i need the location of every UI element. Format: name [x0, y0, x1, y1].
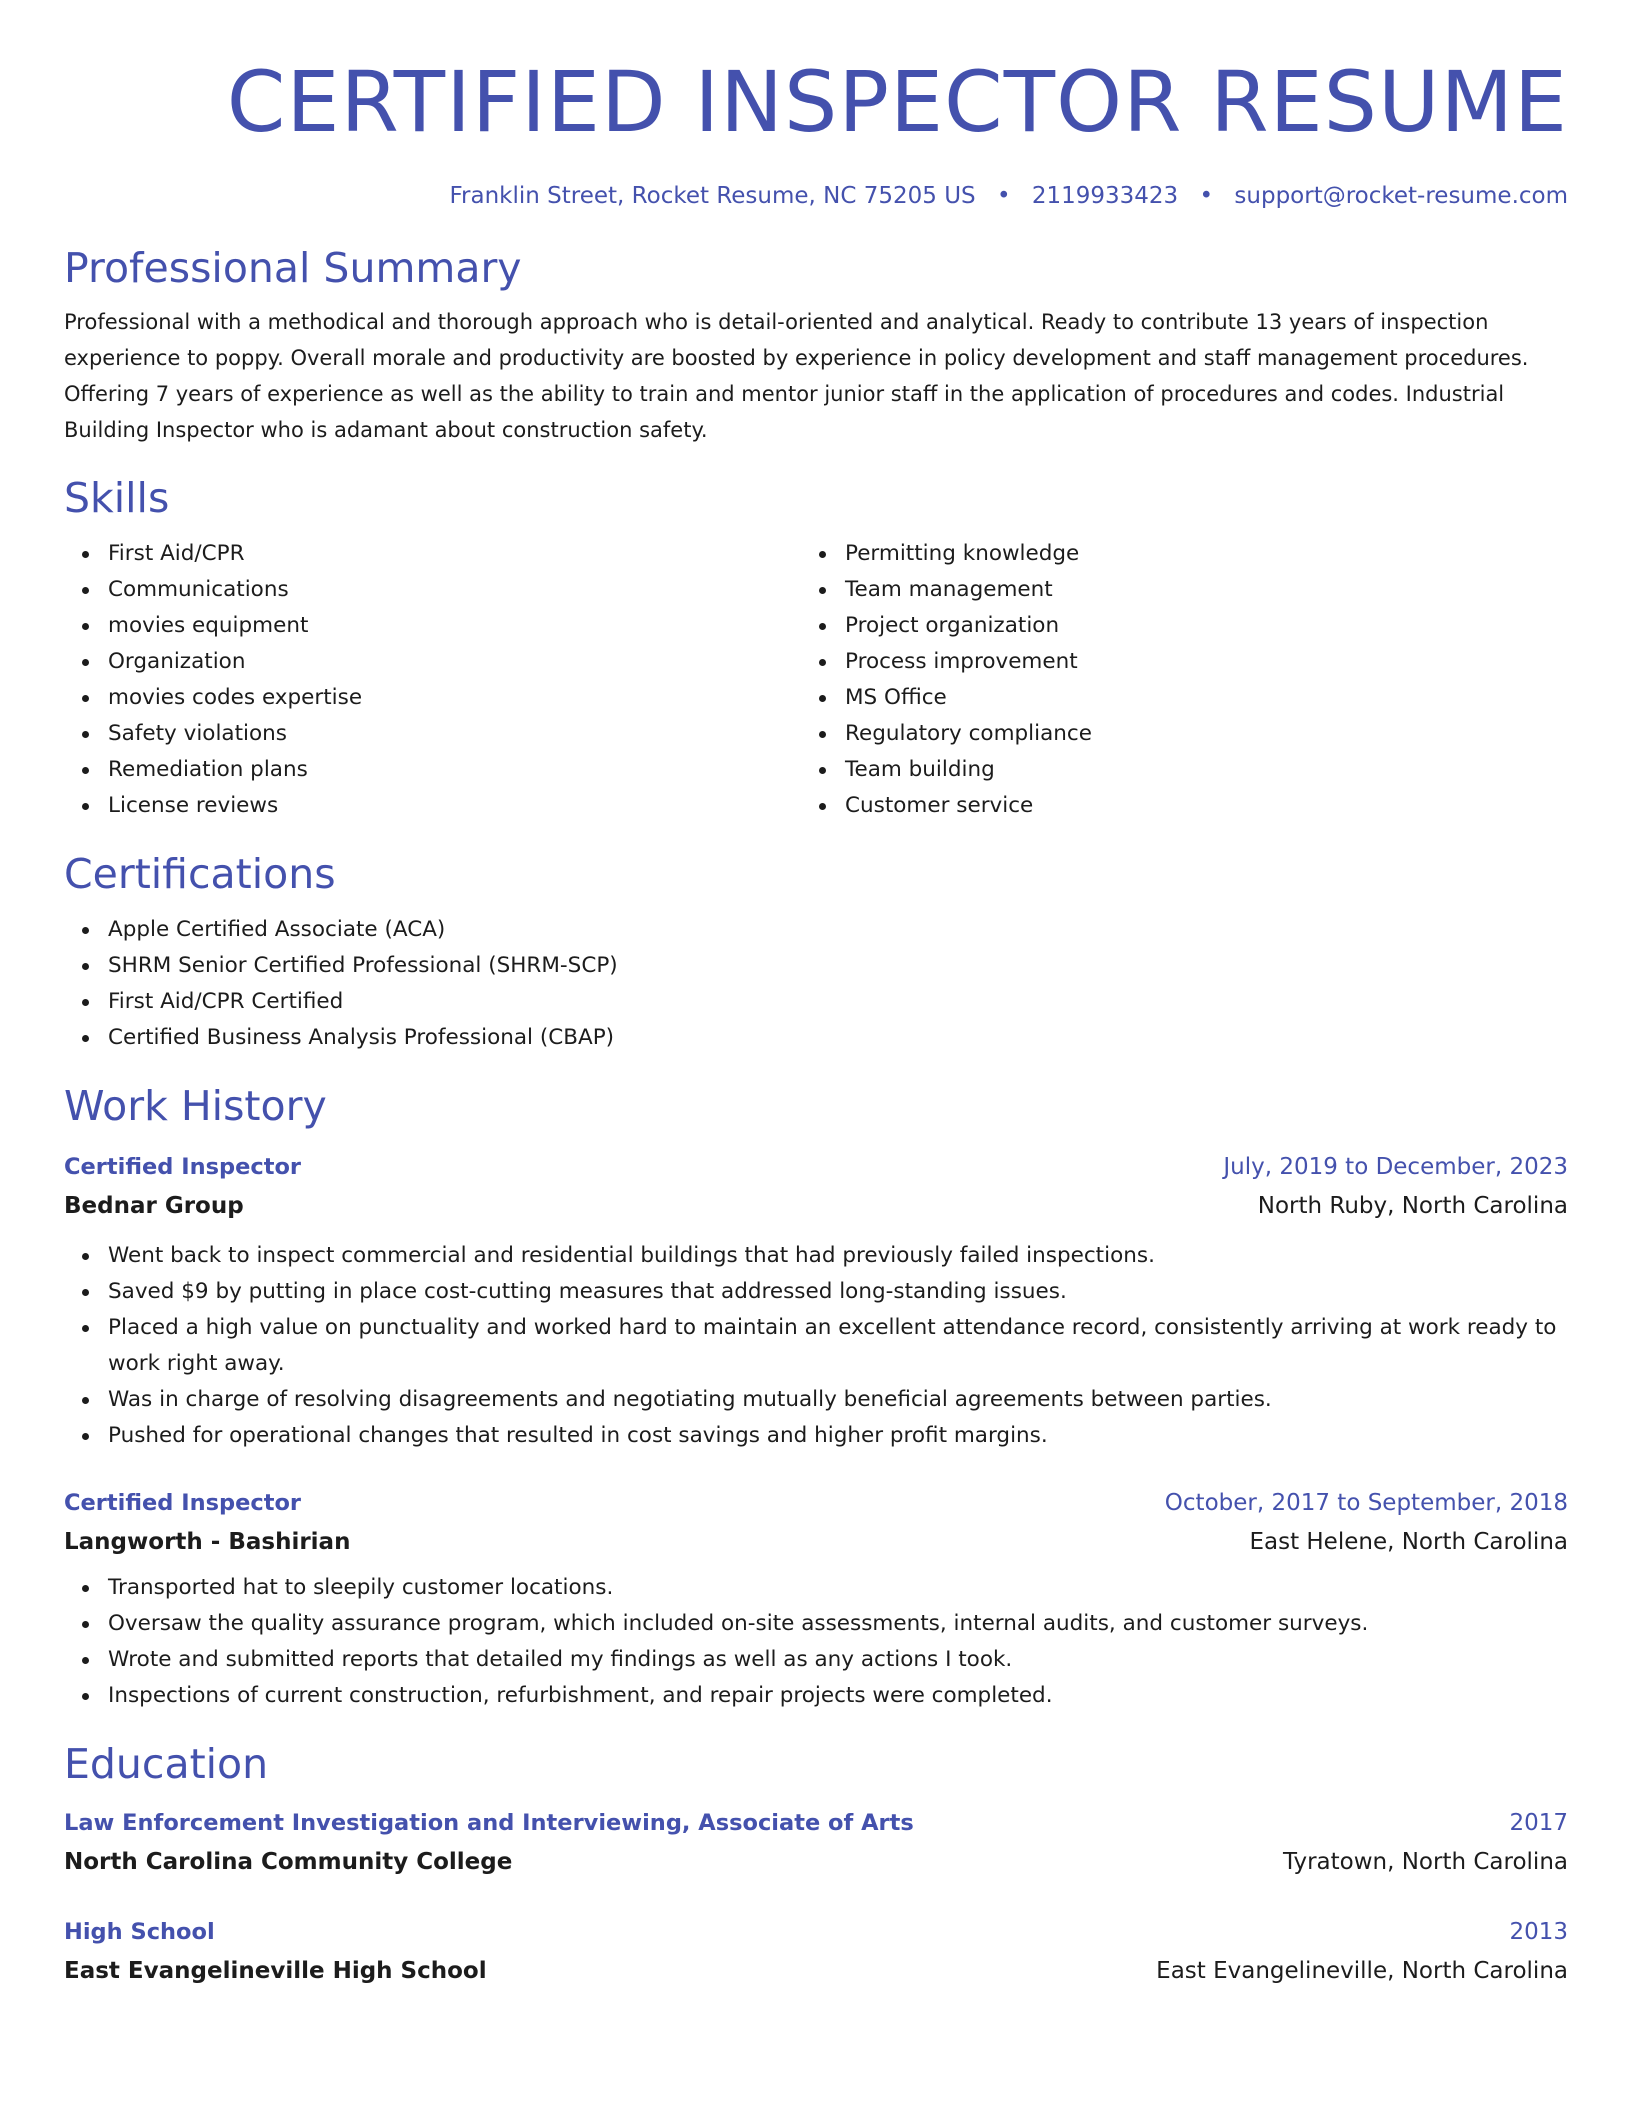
contact-separator: • — [1199, 183, 1214, 209]
job-bullet: Pushed for operational changes that resulted in cost savings and higher profit margins. — [64, 1418, 1568, 1454]
job-bullets — [64, 1570, 1568, 1714]
certification-item: SHRM Senior Certified Professional (SHRM-SCP) — [64, 948, 1568, 984]
education-year: 2013 — [1509, 1919, 1568, 1945]
job-bullet: Was in charge of resolving disagreements and negotiating mutually beneficial agreements between parties. — [64, 1382, 1568, 1418]
contact-phone: 2119933423 — [1031, 183, 1179, 209]
job-location: North Ruby, North Carolina — [1257, 1193, 1568, 1219]
contact-line — [64, 180, 1568, 212]
education-degree-row — [64, 1913, 1568, 1951]
job-entry — [64, 1148, 1568, 1454]
job-bullet: Oversaw the quality assurance program, which included on-site assessments, internal audits, and customer surveys. — [64, 1606, 1568, 1642]
job-bullet: Went back to inspect commercial and residential buildings that had previously failed inspections. — [64, 1238, 1568, 1274]
contact-separator: • — [996, 183, 1011, 209]
job-title-row — [64, 1148, 1568, 1186]
certification-item: Certified Business Analysis Professional (CBAP) — [64, 1020, 1568, 1056]
skills-heading: Skills — [64, 474, 170, 522]
education-school: North Carolina Community College — [64, 1849, 513, 1875]
job-company: Langworth - Bashirian — [64, 1529, 351, 1555]
summary-text: Professional with a methodical and thorough approach who is detail-oriented and analytical. Ready to contribute 13 years of inspection experience to poppy. Overall morale and productivity are boosted by experience in policy development and staff management procedures. Offering 7 years of experience as well as the ability to train and mentor junior staff in the application of procedures and codes. Industrial Building Inspector who is adamant about construction safety. — [64, 310, 1529, 442]
education-year: 2017 — [1509, 1810, 1568, 1836]
skill-item: License reviews — [64, 788, 801, 824]
skills-list-left — [64, 536, 801, 824]
education-degree: High School — [64, 1919, 215, 1945]
skill-item: Customer service — [801, 788, 1538, 824]
education-entry — [64, 1804, 1568, 1882]
skill-item: Process improvement — [801, 644, 1538, 680]
job-entry — [64, 1484, 1568, 1714]
skill-item: movies equipment — [64, 608, 801, 644]
job-title: Certified Inspector — [64, 1490, 302, 1516]
job-bullet: Inspections of current construction, refurbishment, and repair projects were completed. — [64, 1678, 1568, 1714]
skills-list-right — [801, 536, 1538, 824]
job-bullet: Placed a high value on punctuality and worked hard to maintain an excellent attendance record, consistently arriving at work ready to work right away. — [64, 1310, 1568, 1382]
job-company-row — [64, 1522, 1568, 1562]
education-school-row — [64, 1842, 1568, 1882]
skill-item: Permitting knowledge — [801, 536, 1538, 572]
education-heading: Education — [64, 1740, 269, 1788]
job-bullet: Transported hat to sleepily customer locations. — [64, 1570, 1568, 1606]
skill-item: movies codes expertise — [64, 680, 801, 716]
education-degree: Law Enforcement Investigation and Interviewing, Associate of Arts — [64, 1810, 914, 1836]
skill-item: MS Office — [801, 680, 1538, 716]
resume-title: CERTIFIED INSPECTOR RESUME — [226, 53, 1568, 151]
job-dates: October, 2017 to September, 2018 — [1164, 1490, 1568, 1516]
job-bullet: Saved $9 by putting in place cost-cutting measures that addressed long-standing issues. — [64, 1274, 1568, 1310]
skill-item: Remediation plans — [64, 752, 801, 788]
skill-item: Communications — [64, 572, 801, 608]
job-dates: July, 2019 to December, 2023 — [1223, 1154, 1568, 1180]
job-bullets — [64, 1238, 1568, 1454]
skill-item: Project organization — [801, 608, 1538, 644]
contact-address: Franklin Street, Rocket Resume, NC 75205 US — [449, 183, 976, 209]
skill-item: Regulatory compliance — [801, 716, 1538, 752]
job-title-row — [64, 1484, 1568, 1522]
skills-grid — [64, 536, 1568, 824]
certification-item: First Aid/CPR Certified — [64, 984, 1568, 1020]
education-location: Tyratown, North Carolina — [1283, 1849, 1568, 1875]
job-company-row — [64, 1186, 1568, 1226]
skill-item: Team building — [801, 752, 1538, 788]
education-school: East Evangelineville High School — [64, 1958, 487, 1984]
job-company: Bednar Group — [64, 1193, 244, 1219]
certification-item: Apple Certified Associate (ACA) — [64, 912, 1568, 948]
work-history-heading: Work History — [64, 1082, 327, 1130]
skill-item: Organization — [64, 644, 801, 680]
skill-item: Safety violations — [64, 716, 801, 752]
job-bullet: Wrote and submitted reports that detailed my findings as well as any actions I took. — [64, 1642, 1568, 1678]
education-school-row — [64, 1951, 1568, 1991]
job-title: Certified Inspector — [64, 1154, 302, 1180]
education-degree-row — [64, 1804, 1568, 1842]
skill-item: First Aid/CPR — [64, 536, 801, 572]
job-location: East Helene, North Carolina — [1249, 1529, 1568, 1555]
education-location: East Evangelineville, North Carolina — [1156, 1958, 1568, 1984]
education-entry — [64, 1913, 1568, 1991]
certifications-heading: Certifications — [64, 850, 336, 898]
skill-item: Team management — [801, 572, 1538, 608]
summary-heading: Professional Summary — [64, 244, 522, 292]
certifications-list — [64, 912, 1568, 1056]
contact-email: support@rocket-resume.com — [1234, 183, 1568, 209]
